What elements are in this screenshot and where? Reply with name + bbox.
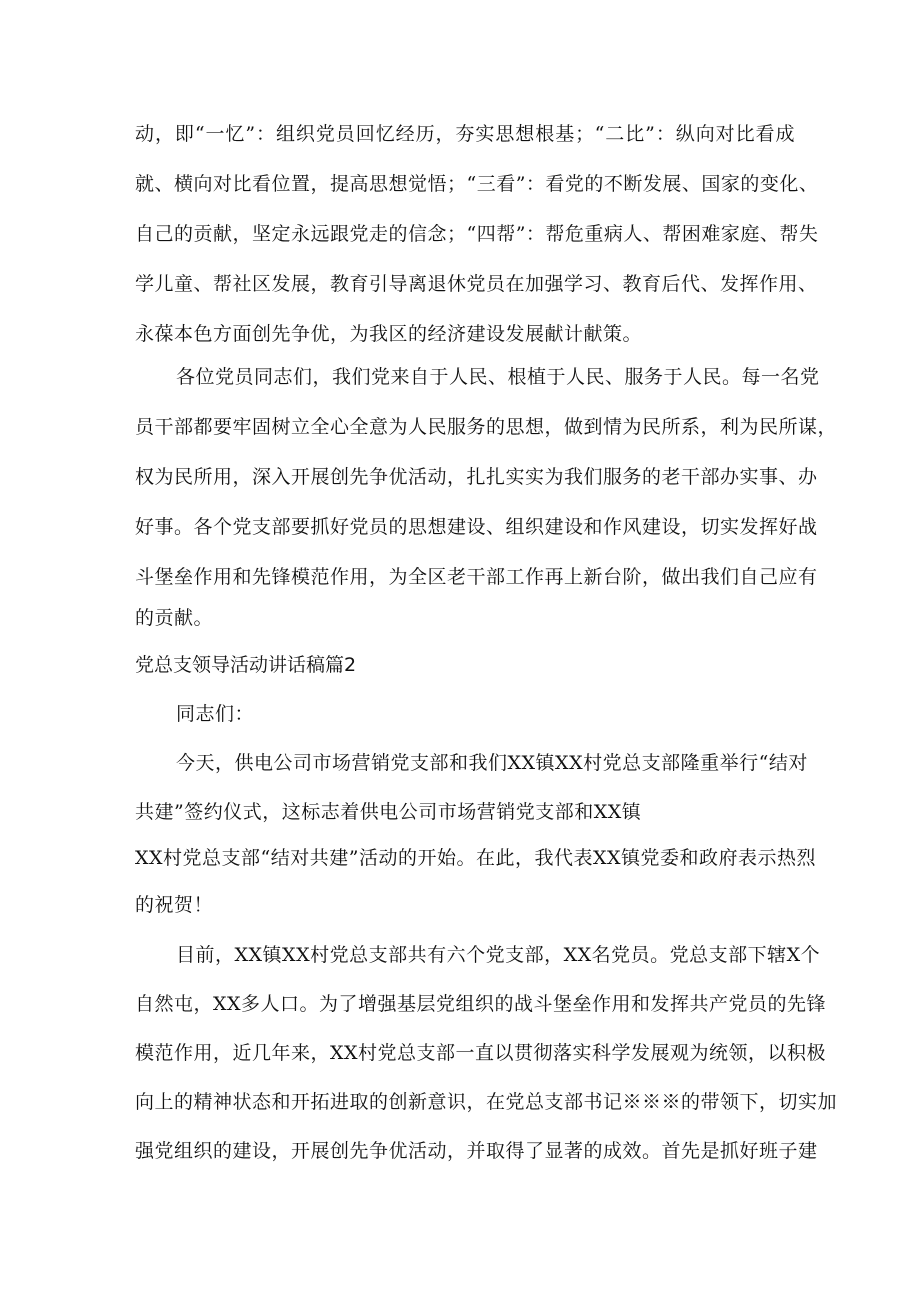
paragraph-line: 各位党员同志们，我们党来自于人民、根植于人民、服务于人民。每一名党 bbox=[176, 366, 820, 388]
paragraph-line: 斗堡垒作用和先锋模范作用，为全区老干部工作再上新台阶，做出我们自己应有 bbox=[135, 566, 818, 588]
paragraph-line: 权为民所用，深入开展创先争优活动，扎扎实实为我们服务的老干部办实事、办 bbox=[135, 466, 818, 488]
paragraph-line: XX村党总支部“结对共建”活动的开始。在此，我代表XX镇党委和政府表示热烈 bbox=[135, 847, 817, 869]
paragraph-line: 自己的贡献，坚定永远跟党走的信念；“四帮”：帮危重病人、帮困难家庭、帮失 bbox=[135, 223, 819, 245]
paragraph-line: 今天，供电公司市场营销党支部和我们XX镇XX村党总支部隆重举行“结对 bbox=[176, 752, 808, 774]
paragraph-line: 强党组织的建设，开展创先争优活动，并取得了显著的成效。首先是抓好班子建 bbox=[135, 1140, 818, 1162]
paragraph-line: 目前，XX镇XX村党总支部共有六个党支部，XX名党员。党总支部下辖X个 bbox=[176, 944, 821, 966]
paragraph-line: 自然屯，XX多人口。为了增强基层党组织的战斗堡垒作用和发挥共产党员的先锋 bbox=[135, 993, 827, 1015]
paragraph-line: 共建”签约仪式，这标志着供电公司市场营销党支部和XX镇 bbox=[135, 801, 642, 823]
paragraph-line: 模范作用，近几年来，XX村党总支部一直以贯彻落实科学发展观为统领，以积极 bbox=[135, 1042, 827, 1064]
paragraph-line: 学儿童、帮社区发展，教育引导离退休党员在加强学习、教育后代、发挥作用、 bbox=[135, 273, 818, 295]
paragraph-line: 的祝贺！ bbox=[135, 894, 214, 916]
paragraph-line: 的贡献。 bbox=[135, 607, 214, 629]
paragraph-line: 员干部都要牢固树立全心全意为人民服务的思想，做到情为民所系，利为民所谋， bbox=[135, 416, 838, 438]
salutation: 同志们： bbox=[176, 703, 255, 725]
paragraph-line: 向上的精神状态和开拓进取的创新意识，在党总支部书记※※※的带领下，切实加 bbox=[135, 1091, 838, 1113]
paragraph-line: 永葆本色方面创先争优，为我区的经济建设发展献计献策。 bbox=[135, 323, 643, 345]
paragraph-line: 好事。各个党支部要抓好党员的思想建设、组织建设和作风建设，切实发挥好战 bbox=[135, 516, 818, 538]
paragraph-line: 就、横向对比看位置，提高思想觉悟；“三看”：看党的不断发展、国家的变化、 bbox=[135, 173, 819, 195]
paragraph-line: 动，即“一忆”：组织党员回忆经历，夯实思想根基；“二比”：纵向对比看成 bbox=[135, 123, 795, 145]
section-heading: 党总支领导活动讲话稿篇2 bbox=[135, 654, 357, 676]
